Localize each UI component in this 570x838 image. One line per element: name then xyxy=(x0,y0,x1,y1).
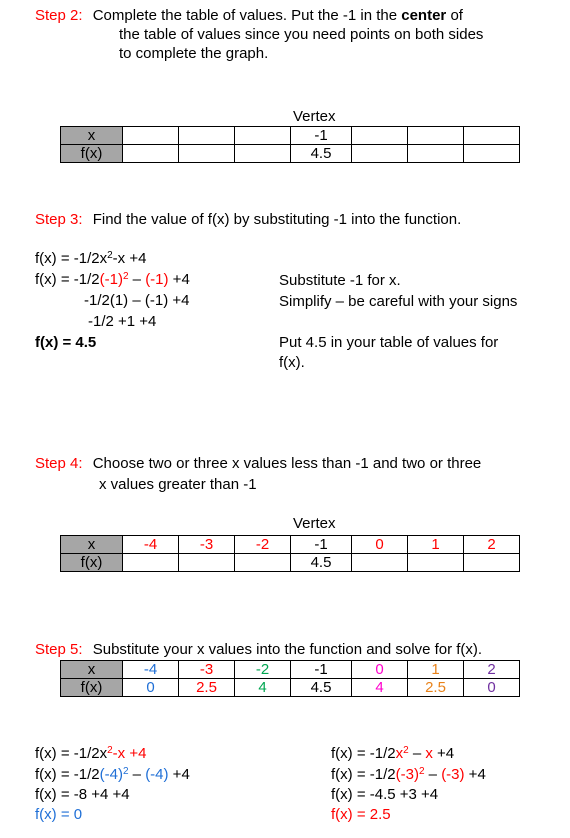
table-cell-x: 0 xyxy=(352,661,408,679)
eq-substituted-value: (-3) xyxy=(441,766,465,783)
step2-text-a: Complete the table of values. Put the -1 in the xyxy=(92,7,402,24)
table-cell xyxy=(352,554,408,572)
eq-part: f(x) = -1/2 xyxy=(35,271,100,288)
table-cell-x: 1 xyxy=(408,661,464,679)
row-header-x: x xyxy=(61,661,123,679)
table-cell xyxy=(408,145,464,163)
table-cell xyxy=(464,554,520,572)
row-header-fx: f(x) xyxy=(61,679,123,697)
table-cell-vertex-fx: 4.5 xyxy=(291,554,352,572)
table-cell-x: 2 xyxy=(464,661,520,679)
table-cell xyxy=(123,145,179,163)
table-row xyxy=(61,679,520,697)
table-cell-vertex-fx: 4.5 xyxy=(291,679,352,697)
step5-text: Substitute your x values into the function and solve for f(x). xyxy=(92,641,483,658)
work-right-l2 xyxy=(331,766,486,783)
step2-label: Step 2: xyxy=(35,7,83,24)
eq-variable: x xyxy=(425,745,433,762)
eq-exponent: 2 xyxy=(418,766,425,777)
step3-note3a: Put 4.5 in your table of values for xyxy=(279,334,499,351)
eq-part: f(x) = -1/2x xyxy=(35,250,108,267)
table-cell-fx: 0 xyxy=(123,679,179,697)
eq-part: f(x) = -1/2x xyxy=(35,745,108,762)
eq-part: – xyxy=(424,766,442,783)
eq-part: – xyxy=(408,745,426,762)
step3-heading xyxy=(35,211,461,228)
table-row xyxy=(61,554,520,572)
step3-eq4: -1/2 +1 +4 xyxy=(88,313,157,330)
step3-label: Step 3: xyxy=(35,211,83,228)
step5-heading xyxy=(35,641,482,658)
work-right-l1 xyxy=(331,745,454,762)
table-cell-vertex-x: -1 xyxy=(291,536,352,554)
table-cell-vertex-x: -1 xyxy=(291,127,352,145)
eq-part: f(x) = -1/2 xyxy=(331,745,396,762)
eq-substituted-value: (-1) xyxy=(99,271,123,288)
table-cell-vertex-fx: 4.5 xyxy=(291,145,352,163)
step3-eq2 xyxy=(35,271,190,288)
work-left-l2 xyxy=(35,766,190,783)
step2-text-bold: center xyxy=(401,7,447,24)
eq-part: +4 xyxy=(464,766,486,783)
table-cell xyxy=(235,554,291,572)
eq-exponent: 2 xyxy=(107,250,113,261)
step4-label: Step 4: xyxy=(35,455,83,472)
eq-substituted-value: (-3) xyxy=(395,766,419,783)
eq-part: +4 xyxy=(432,745,455,762)
table-cell xyxy=(464,145,520,163)
step3-note3b: f(x). xyxy=(279,354,305,371)
row-header-x: x xyxy=(61,127,123,145)
table-row xyxy=(61,536,520,554)
eq-part: – xyxy=(128,271,146,288)
eq-part: +4 xyxy=(168,766,190,783)
step2-table xyxy=(60,126,520,163)
eq-exponent: 2 xyxy=(403,745,409,756)
step4-vertex-label: Vertex xyxy=(293,515,336,532)
table-cell-x: -2 xyxy=(235,536,291,554)
eq-variable: x xyxy=(395,745,404,762)
table-cell-x: -2 xyxy=(235,661,291,679)
table-cell xyxy=(464,127,520,145)
table-cell-fx: 2.5 xyxy=(408,679,464,697)
table-row xyxy=(61,127,520,145)
eq-exponent: 2 xyxy=(122,271,129,282)
step3-note2: Simplify – be careful with your signs xyxy=(279,293,518,310)
table-cell xyxy=(352,127,408,145)
table-cell-x: -4 xyxy=(123,661,179,679)
table-cell xyxy=(123,127,179,145)
table-cell-fx: 0 xyxy=(464,679,520,697)
step2-line1 xyxy=(35,7,463,24)
step4-line2: x values greater than -1 xyxy=(99,476,257,493)
work-right-l4: f(x) = 2.5 xyxy=(331,806,391,823)
eq-exponent: 2 xyxy=(107,745,113,756)
table-cell xyxy=(179,127,235,145)
table-cell xyxy=(408,554,464,572)
table-cell-x: -3 xyxy=(179,661,235,679)
table-cell xyxy=(179,145,235,163)
eq-substituted-value: (-4) xyxy=(145,766,169,783)
eq-substituted-value: (-4) xyxy=(99,766,123,783)
work-left-l3: f(x) = -8 +4 +4 xyxy=(35,786,130,803)
eq-exponent: 2 xyxy=(122,766,129,777)
row-header-fx: f(x) xyxy=(61,554,123,572)
eq-part: +4 xyxy=(168,271,190,288)
table-cell xyxy=(235,127,291,145)
table-row xyxy=(61,661,520,679)
step3-eq3: -1/2(1) – (-1) +4 xyxy=(84,292,190,309)
step5-label: Step 5: xyxy=(35,641,83,658)
table-cell xyxy=(123,554,179,572)
step2-line2: the table of values since you need points on both sides xyxy=(119,26,484,43)
eq-part: -x +4 xyxy=(112,745,147,762)
eq-part: – xyxy=(128,766,146,783)
step2-vertex-label: Vertex xyxy=(293,108,336,125)
step3-eq1 xyxy=(35,250,146,267)
step4-text: Choose two or three x values less than -1 and two or three xyxy=(92,455,482,472)
work-right-l3: f(x) = -4.5 +3 +4 xyxy=(331,786,439,803)
step3-note1: Substitute -1 for x. xyxy=(279,272,401,289)
table-cell-fx: 4 xyxy=(352,679,408,697)
step2-line3: to complete the graph. xyxy=(119,45,269,62)
table-cell-fx: 2.5 xyxy=(179,679,235,697)
step4-line1 xyxy=(35,455,481,472)
work-left-l1 xyxy=(35,745,146,762)
table-cell-fx: 4 xyxy=(235,679,291,697)
table-cell-x: 1 xyxy=(408,536,464,554)
table-cell xyxy=(408,127,464,145)
row-header-fx: f(x) xyxy=(61,145,123,163)
table-row xyxy=(61,145,520,163)
table-cell-x: 0 xyxy=(352,536,408,554)
table-cell-vertex-x: -1 xyxy=(291,661,352,679)
step4-table xyxy=(60,535,520,572)
step2-text-b: of xyxy=(446,7,463,24)
eq-part: -x +4 xyxy=(112,250,147,267)
step3-eq5: f(x) = 4.5 xyxy=(35,334,97,351)
row-header-x: x xyxy=(61,536,123,554)
step5-table xyxy=(60,660,520,697)
table-cell-x: -4 xyxy=(123,536,179,554)
eq-part: f(x) = -1/2 xyxy=(331,766,396,783)
eq-substituted-value: (-1) xyxy=(145,271,169,288)
table-cell-x: -3 xyxy=(179,536,235,554)
table-cell xyxy=(352,145,408,163)
table-cell xyxy=(235,145,291,163)
table-cell-x: 2 xyxy=(464,536,520,554)
step3-text: Find the value of f(x) by substituting -1 into the function. xyxy=(92,211,462,228)
work-left-l4: f(x) = 0 xyxy=(35,806,83,823)
eq-part: f(x) = -1/2 xyxy=(35,766,100,783)
table-cell xyxy=(179,554,235,572)
